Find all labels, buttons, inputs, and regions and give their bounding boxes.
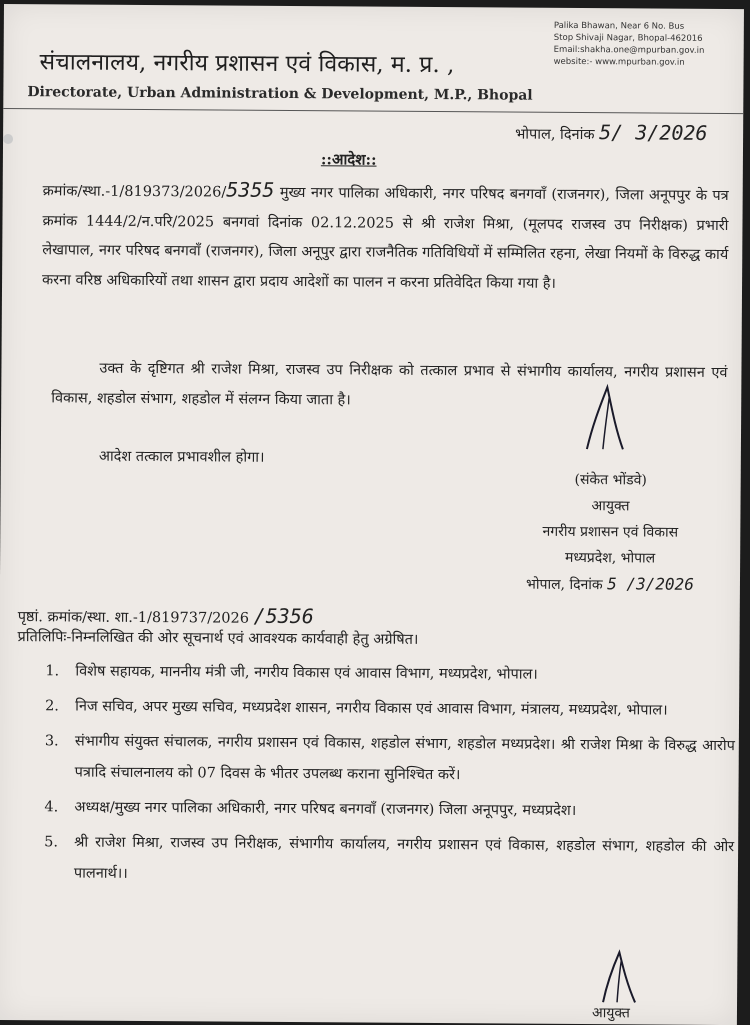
address-line: Stop Shivaji Nagar, Bhopal-462016 [553,32,703,44]
top-date-value: 5/ 3/2026 [599,120,708,145]
signature-mark [579,383,639,453]
list-item-text: निज सचिव, अपर मुख्य सचिव, मध्यप्रदेश शासन, नगरीय विकास एवं आवास विभाग, मंत्रालय, मध्यप्रदेश, भोपाल। [75,698,668,719]
bottom-designation: आयुक्त [591,1005,630,1022]
ref-number: 5355 [226,177,275,202]
copy-heading: प्रतिलिपिः-निम्नलिखित की ओर सूचनार्थ एवं आवश्यक कार्यवाही हेतु अग्रेषित। [17,629,419,648]
endorsement-ref-prefix: पृष्ठां. क्रमांक/स्था. शा.-1/819737/2026 [17,609,250,627]
list-item-text: अध्यक्ष/मुख्य नगर पालिका अधिकारी, नगर परिषद बनगवाँ (राजनगर) जिला अनूपपुर, मध्यप्रदेश। [74,799,577,820]
office-address [554,20,705,69]
order-paragraph-3: आदेश तत्काल प्रभावशील होगा। [98,448,265,466]
list-item [44,827,734,894]
list-item-number: 5. [44,834,59,851]
order-title: ::आदेश:: [320,150,377,169]
document-page [0,4,744,1025]
endorsement-ref-number: /5356 [253,603,314,629]
list-item [45,691,735,727]
header-title-english: Directorate, Urban Administration & Development, M.P., Bhopal [27,84,533,104]
ref-prefix: क्रमांक/स्था.-1/819373/2026/ [42,183,227,201]
punch-hole [3,134,13,144]
address-line: Email:shakha.one@mpurban.gov.in [553,44,705,56]
order-paragraph-1 [42,174,729,300]
header-title-hindi: संचालनालय, नगरीय प्रशासन एवं विकास, म. प्र. , [39,49,455,79]
signature-mark-bottom [597,948,647,1004]
para1-text: मुख्य नगर पालिका अधिकारी, नगर परिषद बनगवाँ (राजनगर), जिला अनूपपुर के पत्र क्रमांक 1444/2/न.परि/2025 बनगवां दिनांक 02.12.2025 से श्री राजेश मिश्रा, (मूलपद राजस्व उप निरीक्षक) प्रभारी लेखापाल, नगर परिषद बनगवाँ (राजनगर), जिला अनूपुर द्वारा राजनैतिक गतिविधियों में सम्मिलित रहना, लेखा नियमों के विरुद्ध कार्य करना वरिष्ठ अधिकारियों तथा शासन द्वारा प्रदाय आदेशों का पालन न करना प्रतिवेदित किया गया है। [42,184,729,292]
signatory-name: (संकेत भोंडवे) [574,471,647,489]
endorsement-reference [18,602,314,628]
signatory-designation: आयुक्त [591,498,630,515]
address-line: Palika Bhawan, Near 6 No. Bus [553,20,685,32]
signatory-date-value: 5 /3/2026 [607,574,694,594]
list-item-text: संभागीय संयुक्त संचालक, नगरीय प्रशासन एवं विकास, शहडोल संभाग, शहडोल मध्यप्रदेश। श्री राजेश मिश्रा के विरुद्ध आरोप पत्रादि संचालनालय को 07 दिवस के भीतर उपलब्ध कराना सुनिश्चित करें। [74,733,735,784]
list-item [44,792,734,828]
address-line: website:- www.mpurban.gov.in [553,56,685,68]
order-paragraph-2: उक्त के दृष्टिगत श्री राजेश मिश्रा, राजस्व उप निरीक्षक को तत्काल प्रभाव से संभागीय कार्यालय, नगरीय प्रशासन एवं विकास, शहडोल संभाग, शहडोल में संलग्न किया जाता है। [51,360,728,408]
signature-block [505,467,716,599]
list-item-number: 2. [45,698,59,715]
list-item-number: 3. [44,733,59,750]
list-item-text: विशेष सहायक, माननीय मंत्री जी, नगरीय विकास एवं आवास विभाग, मध्यप्रदेश, भोपाल। [75,663,538,683]
signatory-date-label: भोपाल, दिनांक [525,576,603,594]
copy-list [44,656,736,898]
top-date [515,120,708,145]
list-item-number: 4. [44,799,59,816]
list-item [45,656,735,692]
header-divider [3,108,743,114]
top-date-label: भोपाल, दिनांक [515,126,595,144]
list-item-text: श्री राजेश मिश्रा, राजस्व उप निरीक्षक, संभागीय कार्यालय, नगरीय प्रशासन एवं विकास, शहडोल संभाग, शहडोल की ओर पालनार्थ।। [73,834,735,882]
list-item [45,726,735,793]
signatory-date [505,571,715,599]
signatory-department: नगरीय प्रशासन एवं विकास [542,523,679,541]
list-item-number: 1. [45,663,60,680]
signatory-state: मध्यप्रदेश, भोपाल [565,549,656,567]
